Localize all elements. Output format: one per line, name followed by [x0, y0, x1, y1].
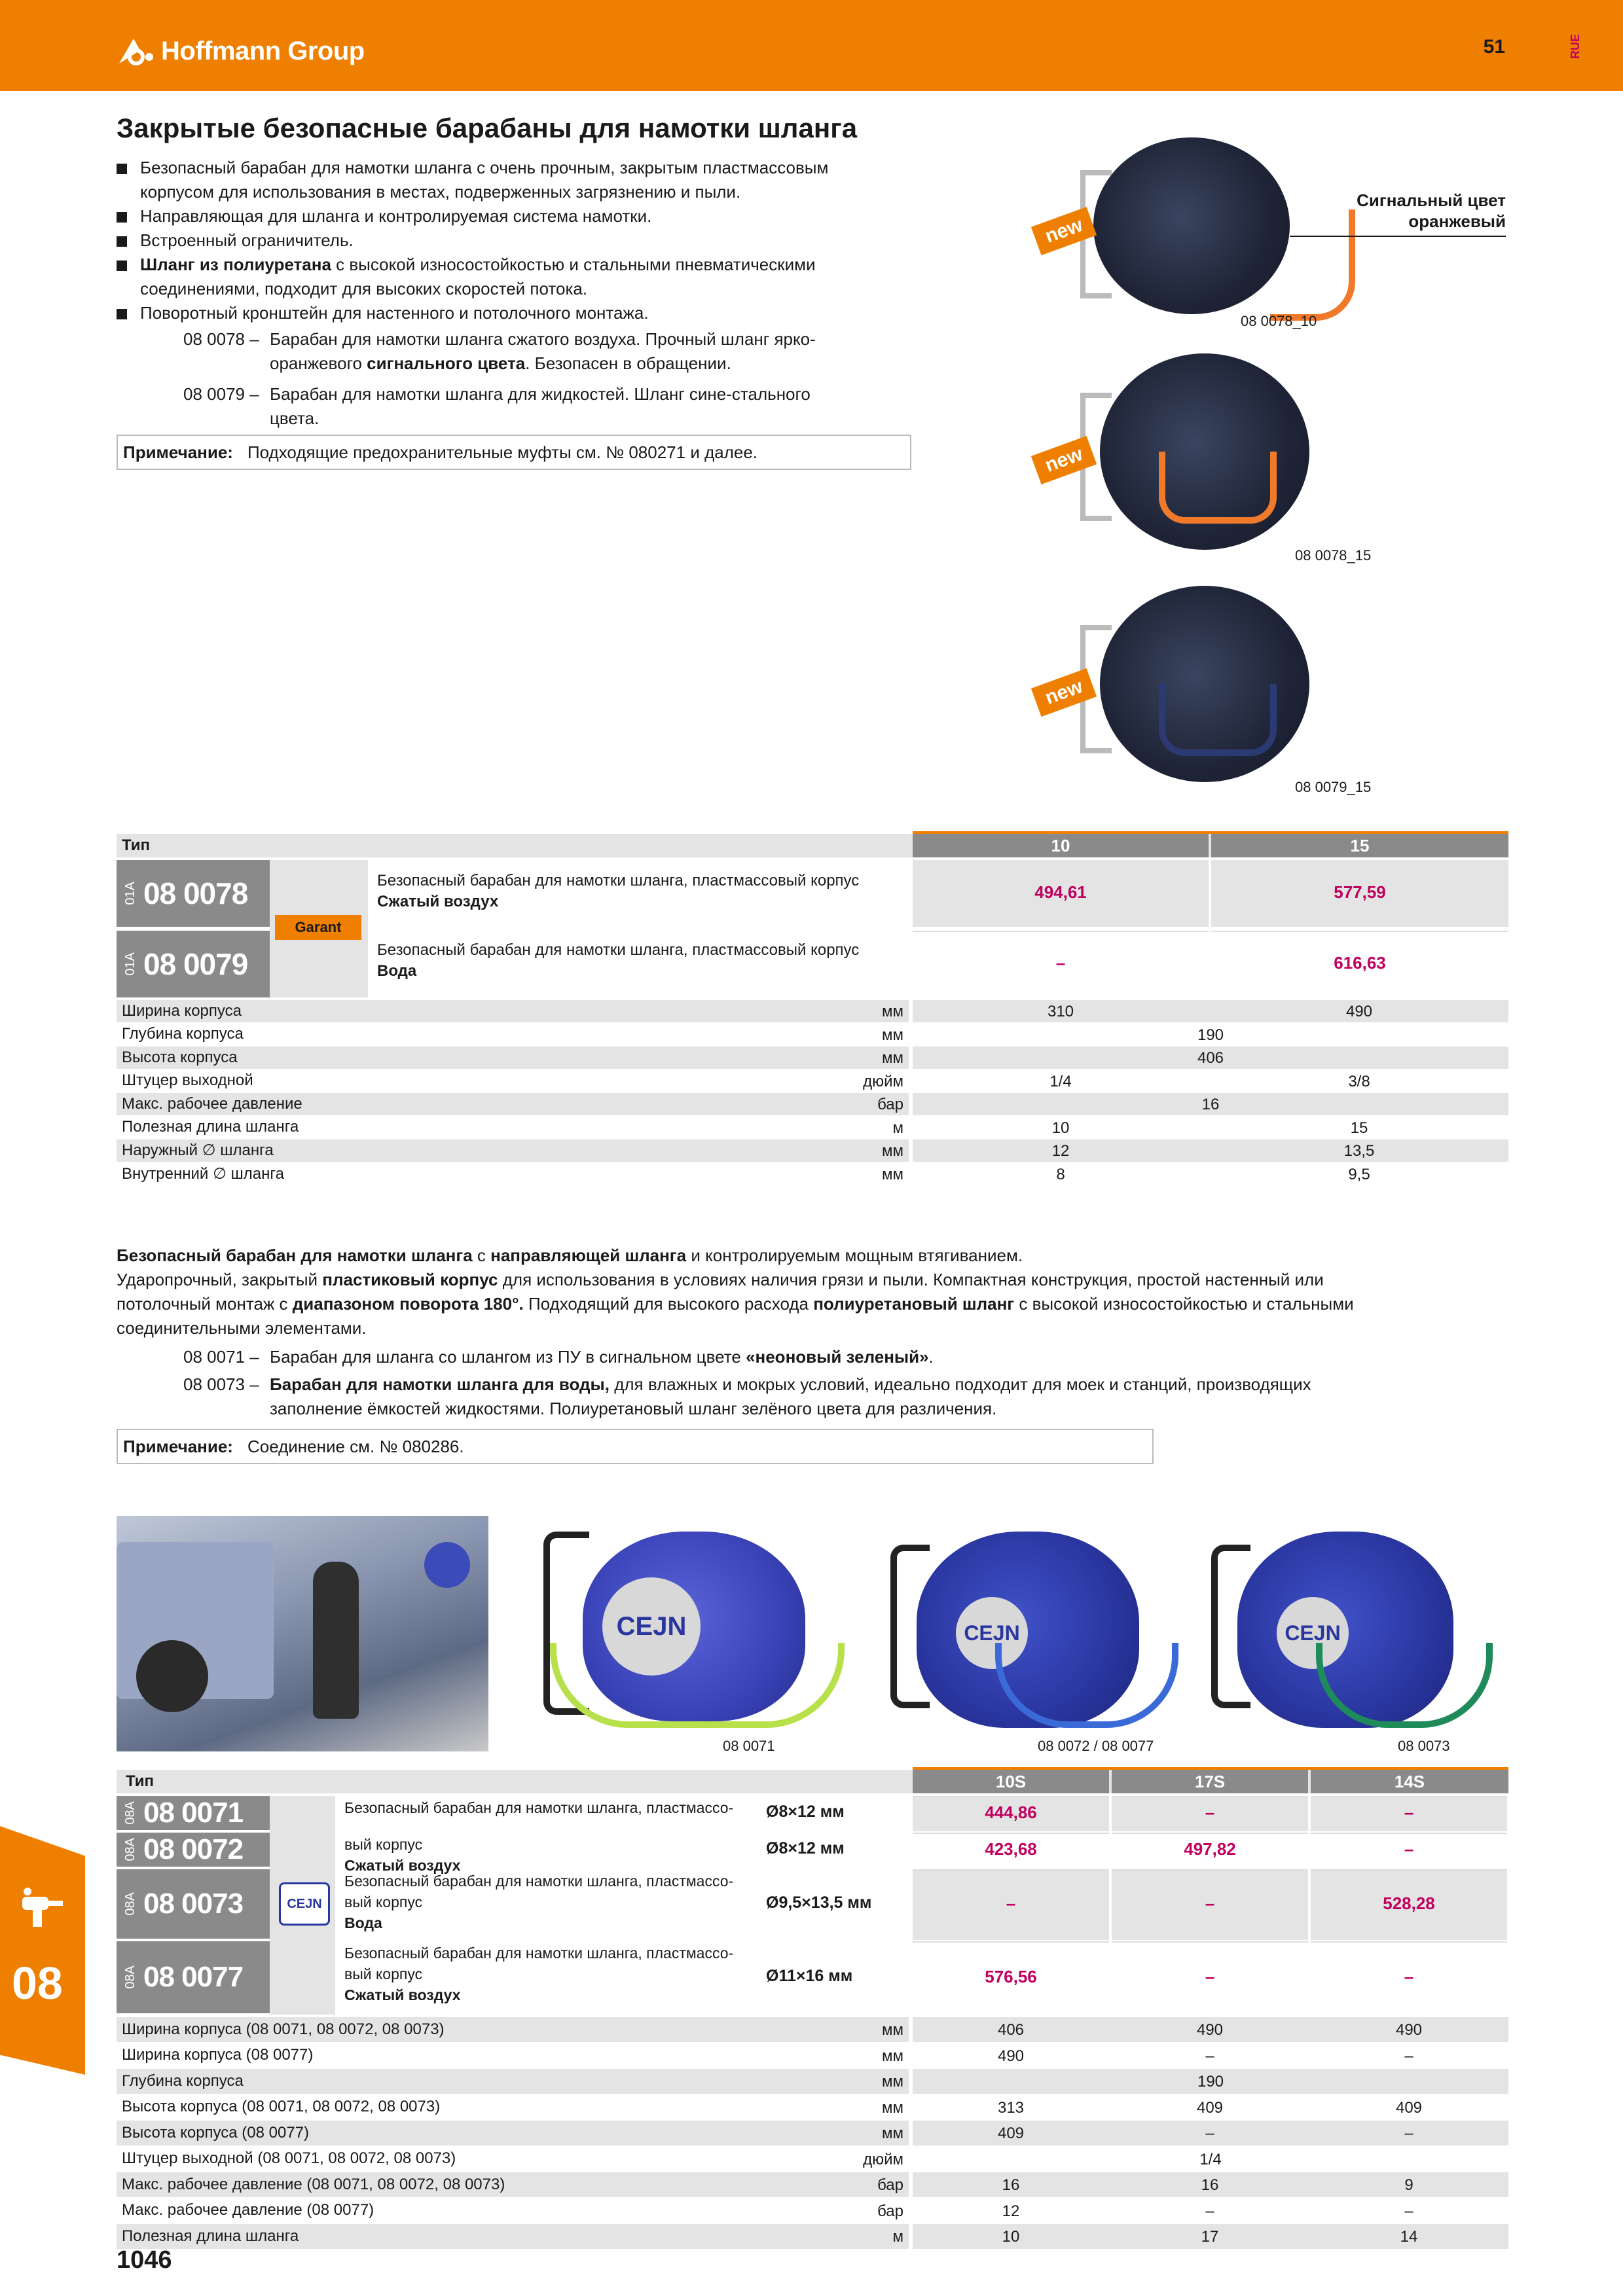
- spec-value: –: [1205, 2125, 1214, 2142]
- table2-type-label: Тип: [126, 1772, 154, 1790]
- spec-unit: бар: [877, 1096, 903, 1113]
- table2-col-14s: 14S: [1311, 1770, 1508, 1793]
- section2-line3: соединительными элементами.: [117, 1318, 367, 1338]
- section-side-tab: [0, 1826, 85, 2075]
- table1-type-label: Тип: [122, 836, 150, 854]
- bullet-square-icon: [117, 236, 127, 247]
- price-cell: –: [1404, 1967, 1414, 1986]
- hose-size: Ø9,5×13,5 мм: [766, 1893, 872, 1912]
- section-side-number: 08: [12, 1958, 63, 2009]
- spec-unit: мм: [882, 2073, 903, 2090]
- cejn-logo: CEJN: [1277, 1597, 1349, 1669]
- spec-label: Макс. рабочее давление (08 0071, 08 0072, 08 0073): [122, 2175, 505, 2193]
- image-label-080071: 08 0071: [723, 1738, 775, 1754]
- spec-value: –: [1205, 2047, 1214, 2065]
- spec-value: 10: [1002, 2228, 1020, 2246]
- spec-value: –: [1404, 2125, 1413, 2142]
- spec-value: 406: [997, 2021, 1025, 2039]
- bullet-4-cont: соединениями, подходит для высоких скоростей потока.: [140, 279, 588, 298]
- table2-col-17s: 17S: [1112, 1770, 1308, 1793]
- lang-code: RUE: [1569, 34, 1582, 60]
- product-image-080078-15: [1042, 353, 1336, 550]
- hose-size: Ø8×12 мм: [766, 1839, 845, 1857]
- cejn-logo: CEJN: [956, 1597, 1028, 1669]
- signal-leader-line: [1290, 236, 1506, 237]
- note-box-1: [117, 435, 911, 470]
- table2-spec-row: [117, 2095, 909, 2120]
- desc-080077: Безопасный барабан для намотки шланга, пластмассо- вый корпус Сжатый воздух: [344, 1945, 734, 2003]
- note-box-2: [117, 1429, 1154, 1464]
- section-title: Закрытые безопасные барабаны для намотки шланга: [117, 113, 858, 143]
- price-cell: –: [1404, 1803, 1414, 1822]
- table2-spec-row: [117, 2043, 909, 2068]
- variant-text-0079-cont: цвета.: [270, 408, 319, 428]
- table1-col-15: 15: [1211, 834, 1508, 857]
- note-label: Примечание:: [123, 1436, 233, 1456]
- brand-logo: [117, 31, 365, 71]
- spec-unit: мм: [882, 1049, 903, 1067]
- spec-value: 12: [1051, 1142, 1070, 1160]
- new-badge: new: [1031, 207, 1097, 255]
- table1-spec-row: [117, 1093, 909, 1115]
- product-image-080073: [1198, 1518, 1512, 1741]
- table1-spec-row: [117, 1070, 909, 1092]
- price-cell: 423,68: [985, 1839, 1037, 1859]
- price-cell: –: [1205, 1893, 1215, 1913]
- spec-value: 190: [1197, 2073, 1224, 2090]
- table1-col-10: 10: [913, 834, 1209, 857]
- spec-value: 9,5: [1348, 1165, 1370, 1183]
- spec-value: 190: [1197, 1026, 1224, 1044]
- cejn-logo: CEJN: [279, 1882, 330, 1926]
- article-box-080073[interactable]: 08A 08 0073: [117, 1869, 270, 1939]
- image-label-1: 08 0078_10: [1241, 313, 1317, 329]
- bullet-2: Направляющая для шланга и контролируемая система намотки.: [117, 204, 651, 228]
- section2-v1-code: 08 0071 –: [183, 1347, 259, 1367]
- spec-unit: мм: [882, 2021, 903, 2039]
- product-image-080071: [524, 1518, 864, 1741]
- variant-code-0078: 08 0078 –: [183, 329, 259, 349]
- spec-value: 409: [1395, 2098, 1423, 2117]
- spec-value: 1/4: [1049, 1072, 1072, 1090]
- article-box-080077[interactable]: 08A 08 0077: [117, 1941, 270, 2013]
- spec-value: 15: [1350, 1119, 1368, 1137]
- section2-v2-text: Барабан для намотки шланга для воды, для влажных и мокрых условий, идеально подходит для моек и станций, производящих: [270, 1374, 1311, 1394]
- spec-value: 13,5: [1343, 1142, 1375, 1160]
- spec-value: 9: [1404, 2176, 1413, 2194]
- spec-label: Глубина корпуса: [122, 2072, 244, 2090]
- spec-value: 490: [997, 2047, 1025, 2065]
- bullet-3: Встроенный ограничитель.: [117, 228, 354, 253]
- product-image-080072: [877, 1518, 1198, 1741]
- article-box-080078[interactable]: 01A 08 0078: [117, 860, 270, 927]
- garant-logo: Garant: [275, 915, 361, 940]
- bullet-square-icon: [117, 212, 127, 223]
- hoffmann-logo-icon: [117, 36, 155, 66]
- spec-unit: м: [892, 2228, 903, 2246]
- spec-label: Высота корпуса (08 0071, 08 0072, 08 0073): [122, 2098, 441, 2116]
- spec-unit: м: [892, 1119, 903, 1137]
- cejn-logo: CEJN: [602, 1577, 701, 1676]
- garant-logo-cell: [270, 860, 368, 997]
- image-label-3: 08 0079_15: [1295, 779, 1372, 795]
- table1-spec-row: [117, 1139, 909, 1162]
- bullet-5: Поворотный кронштейн для настенного и потолочного монтажа.: [117, 301, 649, 325]
- spec-value: 8: [1056, 1165, 1065, 1183]
- spec-value: 490: [1395, 2021, 1423, 2039]
- price-cell: –: [1205, 1803, 1215, 1822]
- hose-size: Ø8×12 мм: [766, 1803, 845, 1821]
- section2-v2-code: 08 0073 –: [183, 1374, 259, 1394]
- spec-value: 16: [1201, 1096, 1220, 1113]
- spec-label: Высота корпуса: [122, 1048, 238, 1066]
- bullet-square-icon: [117, 164, 127, 174]
- spec-value: –: [1404, 2047, 1413, 2065]
- image-label-080073: 08 0073: [1398, 1738, 1450, 1754]
- bullet-1: Безопасный барабан для намотки шланга с очень прочным, закрытым пластмассовым: [117, 156, 828, 180]
- table1-spec-row: [117, 1047, 909, 1069]
- spec-value: 490: [1345, 1003, 1373, 1020]
- price-080079-15: 616,63: [1334, 953, 1386, 973]
- spec-unit: бар: [877, 2176, 903, 2194]
- new-badge: new: [1031, 436, 1097, 484]
- note-label: Примечание:: [123, 442, 233, 462]
- table2-spec-row: [117, 2172, 909, 2197]
- spec-value: 16: [1002, 2176, 1020, 2194]
- table2-spec-row: [117, 2069, 909, 2094]
- spec-label: Ширина корпуса (08 0077): [122, 2046, 314, 2064]
- note-text: Соединение см. № 080286.: [247, 1436, 464, 1456]
- table2-spec-row: [117, 2224, 909, 2249]
- spec-unit: дюйм: [863, 1072, 903, 1090]
- spec-label: Высота корпуса (08 0077): [122, 2123, 310, 2142]
- new-badge: new: [1031, 668, 1097, 717]
- spec-value: 3/8: [1348, 1072, 1370, 1090]
- price-080078-15: 577,59: [1334, 882, 1386, 902]
- section2-v1-text: Барабан для шланга со шлангом из ПУ в сигнальном цвете «неоновый зеленый».: [270, 1347, 934, 1367]
- price-cell: –: [1404, 1839, 1414, 1859]
- variant-text-0079: Барабан для намотки шланга для жидкостей. Шланг сине-стального: [270, 384, 811, 404]
- table1-spec-row: [117, 1024, 909, 1046]
- spec-label: Полезная длина шланга: [122, 1118, 299, 1136]
- price-080079-10: –: [1055, 953, 1066, 973]
- section2-intro: Безопасный барабан для намотки шланга с направляющей шланга и контролируемым мощным втягиванием.: [117, 1246, 1023, 1265]
- cejn-logo-cell: [270, 1796, 335, 2015]
- article-box-080079[interactable]: 01A 08 0079: [117, 931, 270, 997]
- brand-name: Hoffmann Group: [161, 36, 365, 65]
- spec-value: 16: [1201, 2176, 1219, 2194]
- workshop-photo: [117, 1516, 488, 1751]
- variant-text-0078-cont: оранжевого сигнального цвета. Безопасен в обращении.: [270, 353, 731, 373]
- spec-value: 14: [1400, 2228, 1418, 2246]
- article-box-080071[interactable]: 08A 08 0071: [117, 1796, 270, 1830]
- footer-page-number: 1046: [117, 2246, 172, 2274]
- desc-080072: вый корпус Сжатый воздух: [344, 1836, 461, 1874]
- desc-080071: Безопасный барабан для намотки шланга, пластмассо-: [344, 1799, 734, 1816]
- spec-unit: мм: [882, 1165, 903, 1183]
- spec-unit: мм: [882, 1003, 903, 1020]
- spec-value: 409: [997, 2125, 1025, 2142]
- article-box-080072[interactable]: 08A 08 0072: [117, 1833, 270, 1867]
- price-cell: –: [1205, 1967, 1215, 1986]
- note-text: Подходящие предохранительные муфты см. № 080271 и далее.: [247, 442, 758, 462]
- desc-080073: Безопасный барабан для намотки шланга, пластмассо- вый корпус Вода: [344, 1873, 734, 1931]
- section2-v2-text-cont: заполнение ёмкостей жидкостями. Полиуретановый шланг зелёного цвета для различения.: [270, 1399, 997, 1418]
- spec-unit: мм: [882, 2098, 903, 2117]
- spec-value: 1/4: [1199, 2150, 1222, 2168]
- variant-code-0079: 08 0079 –: [183, 384, 259, 404]
- spec-label: Внутренний ∅ шланга: [122, 1164, 284, 1183]
- table2-col-10s: 10S: [913, 1770, 1109, 1793]
- spec-label: Штуцер выходной: [122, 1071, 253, 1090]
- spec-label: Ширина корпуса (08 0071, 08 0072, 08 0073): [122, 2020, 445, 2038]
- page-number-top: 51: [1483, 36, 1505, 58]
- price-cell: 444,86: [985, 1803, 1037, 1822]
- table1-spec-row: [117, 1163, 909, 1185]
- table2-spec-row: [117, 2121, 909, 2145]
- desc-080078: Безопасный барабан для намотки шланга, пластмассовый корпус Сжатый воздух: [377, 872, 860, 910]
- spec-label: Ширина корпуса: [122, 1001, 242, 1020]
- image-label-2: 08 0078_15: [1295, 547, 1372, 564]
- spec-value: –: [1404, 2202, 1413, 2220]
- bullet-4: Шланг из полиуретана с высокой износостойкостью и стальными пневматическими: [117, 253, 816, 277]
- table1-spec-row: [117, 1000, 909, 1022]
- spec-label: Макс. рабочее давление (08 0077): [122, 2201, 374, 2219]
- spec-value: 406: [1197, 1049, 1224, 1067]
- spec-label: Глубина корпуса: [122, 1025, 244, 1043]
- spec-label: Штуцер выходной (08 0071, 08 0072, 08 0073): [122, 2149, 456, 2168]
- spec-value: 310: [1047, 1003, 1074, 1020]
- section2-line2: потолочный монтаж с диапазоном поворота 180°. Подходящий для высокого расхода полиуретановый шланг с высокой износостойкостью и стальными: [117, 1294, 1354, 1314]
- spec-value: 490: [1196, 2021, 1224, 2039]
- spec-unit: мм: [882, 1142, 903, 1160]
- section2-line1: Ударопрочный, закрытый пластиковый корпус для использования в условиях наличия грязи и пыли. Компактная конструкция, простой настенный или: [117, 1270, 1324, 1289]
- table1-spec-row: [117, 1117, 909, 1139]
- table2-spec-row: [117, 2017, 909, 2042]
- spec-value: 409: [1196, 2098, 1224, 2117]
- bullet-square-icon: [117, 260, 127, 271]
- table2-spec-row: [117, 2198, 909, 2223]
- product-image-080079-15: [1042, 586, 1336, 782]
- price-080078-10: 494,61: [1034, 882, 1087, 902]
- spec-label: Макс. рабочее давление: [122, 1094, 302, 1113]
- desc-080079: Безопасный барабан для намотки шланга, пластмассовый корпус Вода: [377, 941, 860, 980]
- hose-size: Ø11×16 мм: [766, 1967, 853, 1985]
- spec-unit: дюйм: [863, 2150, 903, 2168]
- price-cell: 497,82: [1184, 1839, 1236, 1859]
- pneumatic-tool-icon: [16, 1885, 68, 1931]
- bullet-square-icon: [117, 309, 127, 319]
- signal-color-label: Сигнальный цвет оранжевый: [1357, 190, 1506, 231]
- spec-label: Наружный ∅ шланга: [122, 1141, 274, 1160]
- spec-value: 10: [1051, 1119, 1070, 1137]
- spec-value: 17: [1201, 2228, 1219, 2246]
- spec-value: 12: [1002, 2202, 1020, 2220]
- table2-spec-row: [117, 2147, 909, 2172]
- variant-text-0078: Барабан для намотки шланга сжатого воздуха. Прочный шланг ярко-: [270, 329, 816, 349]
- image-label-080072: 08 0072 / 08 0077: [1038, 1738, 1154, 1754]
- spec-unit: мм: [882, 2047, 903, 2065]
- price-cell: 528,28: [1383, 1893, 1435, 1913]
- price-cell: 576,56: [985, 1967, 1037, 1986]
- price-cell: –: [1006, 1893, 1016, 1913]
- spec-unit: бар: [877, 2202, 903, 2220]
- spec-unit: мм: [882, 2125, 903, 2142]
- spec-value: –: [1205, 2202, 1214, 2220]
- spec-value: 313: [997, 2098, 1025, 2117]
- spec-label: Полезная длина шланга: [122, 2227, 299, 2245]
- spec-unit: мм: [882, 1026, 903, 1044]
- bullet-1-cont: корпусом для использования в местах, подверженных загрязнению и пыли.: [140, 182, 741, 202]
